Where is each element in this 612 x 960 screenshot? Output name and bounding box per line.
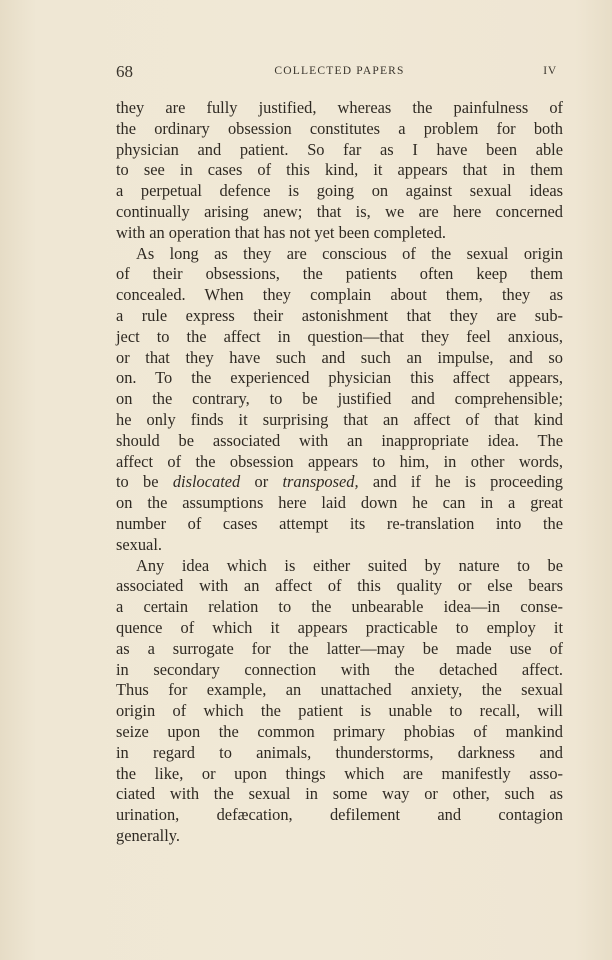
text-line: number of cases attempt its re-translation into the <box>116 513 563 533</box>
section-number: IV <box>543 65 557 77</box>
emphasis-transposed: transposed, <box>282 472 359 492</box>
text-segment: to be <box>116 472 159 492</box>
text-line: on the assumptions here laid down he can in a great <box>116 493 563 513</box>
text-line: of their obsessions, the patients often keep them <box>116 264 563 284</box>
text-line: seize upon the common primary phobias of mankind <box>116 721 563 741</box>
text-line: generally. <box>116 825 181 845</box>
running-head: COLLECTED PAPERS <box>274 65 405 77</box>
text-line: they are fully justified, whereas the painfulness of <box>116 98 563 117</box>
emphasis-dislocated: dislocated <box>172 472 241 492</box>
text-line: associated with an affect of this quality or else bears <box>116 576 563 596</box>
text-line: on. To the experienced physician this affect appears, <box>116 368 563 388</box>
text-line: or that they have such and such an impulse, and so <box>116 347 563 367</box>
page-header <box>116 62 563 84</box>
text-line: concealed. When they complain about them, they as <box>116 285 563 305</box>
text-line: affect of the obsession appears to him, in other words, <box>116 451 563 471</box>
text-line: As long as they are conscious of the sexual origin <box>136 243 563 263</box>
text-line: the like, or upon things which are manifestly asso- <box>116 763 563 783</box>
text-segment: and if he is proceeding <box>372 472 563 492</box>
text-line: should be associated with an inappropriate idea. The <box>116 430 563 450</box>
text-line: a perpetual defence is going on against sexual ideas <box>116 181 563 201</box>
text-line: the ordinary obsession constitutes a problem for both <box>116 118 563 138</box>
text-line: with an operation that has not yet been completed. <box>116 222 446 242</box>
text-line: in secondary connection with the detached affect. <box>116 659 563 679</box>
page-number: 68 <box>116 62 133 81</box>
text-line: origin of which the patient is unable to recall, will <box>116 701 563 721</box>
text-line: physician and patient. So far as I have been able <box>116 139 563 159</box>
text-line: a certain relation to the unbearable idea—in conse- <box>116 597 563 617</box>
text-line: to see in cases of this kind, it appears that in them <box>116 160 563 180</box>
body-text <box>116 98 563 847</box>
text-line: as a surrogate for the latter—may be made use of <box>116 638 563 658</box>
text-line: sexual. <box>116 534 162 554</box>
text-line: on the contrary, to be justified and comprehensible; <box>116 389 563 409</box>
text-line: ject to the affect in question—that they feel anxious, <box>116 326 563 346</box>
text-line: a rule express their astonishment that they are sub- <box>116 305 563 325</box>
text-line: he only finds it surprising that an affect of that kind <box>116 409 563 429</box>
text-line: Thus for example, an unattached anxiety, the sexual <box>116 680 563 700</box>
text-line: ciated with the sexual in some way or other, such as <box>116 784 563 804</box>
text-line: urination, defæcation, defilement and contagion <box>116 805 563 825</box>
text-line <box>116 472 563 493</box>
text-line: in regard to animals, thunderstorms, darkness and <box>116 742 563 762</box>
text-line: quence of which it appears practicable to employ it <box>116 617 563 637</box>
text-line: continually arising anew; that is, we are here concerned <box>116 201 563 221</box>
text-line: Any idea which is either suited by nature to be <box>136 555 563 575</box>
text-segment: or <box>254 472 269 492</box>
